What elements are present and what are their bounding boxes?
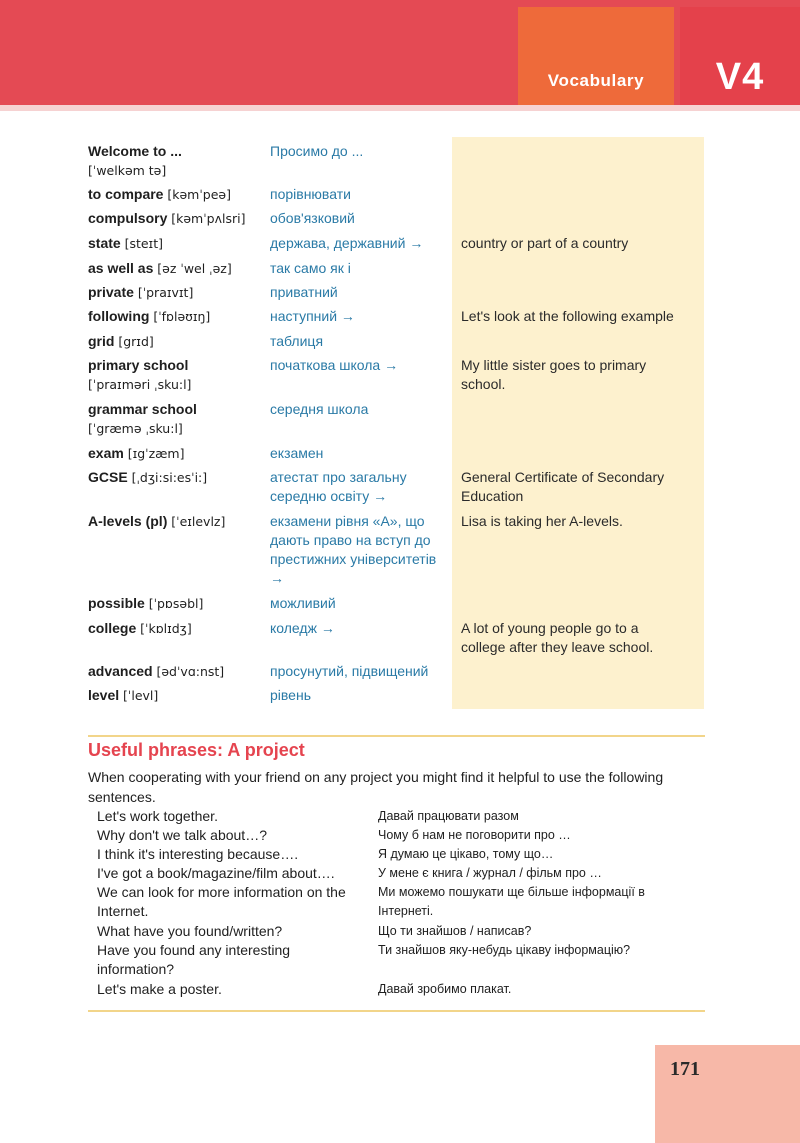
vocab-translation: так само як і [270,260,351,276]
vocab-translation: коледж → [270,620,335,636]
phrase-english: Let's make a poster. [97,981,222,997]
vocab-translation: початкова школа → [270,357,399,373]
section-divider [88,735,705,737]
phrase-ukrainian: Чому б нам не поговорити про … [378,828,571,842]
vocab-definition: Lisa is taking her A-levels. [461,513,623,529]
vocab-word: advanced [ədˈvɑ:nst] [88,663,225,679]
phrase-english: I think it's interesting because…. [97,846,299,862]
vocab-translation: приватний [270,284,338,300]
vocab-definition: My little sister goes to primary school. [461,357,647,392]
phrase-english: What have you found/written? [97,923,283,939]
phrase-english: We can look for more information on the Internet. [97,884,346,919]
vocab-translation: наступний → [270,308,355,324]
vocab-word: to compare [kəmˈpeə] [88,186,231,202]
vocab-word: compulsory [kəmˈpʌlsri] [88,210,246,226]
vocab-translation: держава, державний → [270,235,424,251]
vocab-word: possible [ˈpɒsəbl] [88,595,204,611]
page-number: 171 [670,1058,700,1080]
vocab-word: exam [ɪgˈzæm] [88,445,185,461]
vocab-word: level [ˈlevl] [88,687,159,703]
vocab-word: as well as [əz ˈwel ˌəz] [88,260,232,276]
vocab-word: college [ˈkɒlɪdʒ] [88,620,192,636]
phrase-ukrainian: Що ти знайшов / написав? [378,924,532,938]
vocab-translation: екзамени рівня «А», що дають право на вступ до престижних університетів → [270,513,437,586]
vocab-translation: порівнювати [270,186,351,202]
phrases-title: Useful phrases: A project [88,740,305,760]
header-divider [0,105,800,111]
vocab-word: primary school [ˈpraɪməri ˌsku:l] [88,357,192,392]
vocab-translation: рівень [270,687,311,703]
section-code: V4 [680,7,800,105]
vocab-definition: Let's look at the following example [461,308,674,324]
section-label: Vocabulary [518,7,674,105]
vocab-definition: country or part of a country [461,235,629,251]
phrases-intro: When cooperating with your friend on any project you might find it helpful to use the following sentences. [88,769,664,805]
vocab-word: grammar school [ˈgræmə ˌsku:l] [88,401,197,436]
vocab-word: private [ˈpraɪvɪt] [88,284,194,300]
phrase-english: Let's work together. [97,808,218,824]
vocab-word: state [steɪt] [88,235,163,251]
phrase-english: I've got a book/magazine/film about…. [97,865,335,881]
vocab-word: Welcome to ... [ˈwelkəm tə] [88,143,182,178]
phrase-english: Have you found any interesting information? [97,942,291,977]
section-divider [88,1010,705,1012]
phrase-ukrainian: Давай зробимо плакат. [378,982,512,996]
vocab-translation: Просимо до ... [270,143,364,159]
phrase-ukrainian: Я думаю це цікаво, тому що… [378,847,554,861]
phrase-ukrainian: Ти знайшов яку-небудь цікаву інформацію? [378,943,631,957]
vocab-translation: середня школа [270,401,369,417]
vocab-definition: A lot of young people go to a college after they leave school. [461,620,654,655]
phrase-ukrainian: Ми можемо пошукати ще більше інформації в Інтернеті. [378,885,645,918]
vocab-translation: можливий [270,595,336,611]
phrase-ukrainian: У мене є книга / журнал / фільм про … [378,866,602,880]
vocab-translation: таблиця [270,333,324,349]
phrase-ukrainian: Давай працювати разом [378,809,519,823]
vocab-word: GCSE [ˌdʒi:si:esˈi:] [88,469,208,485]
vocab-definition: General Certificate of Secondary Education [461,469,665,504]
vocab-translation: атестат про загальну середню освіту → [270,469,407,504]
vocab-word: grid [grɪd] [88,333,154,349]
vocab-word: A-levels (pl) [ˈeɪlevlz] [88,513,226,529]
vocab-translation: просунутий, підвищений [270,663,429,679]
vocab-translation: обов'язковий [270,210,355,226]
vocab-translation: екзамен [270,445,324,461]
phrase-english: Why don't we talk about…? [97,827,267,843]
vocab-word: following [ˈfɒləʊɪŋ] [88,308,211,324]
